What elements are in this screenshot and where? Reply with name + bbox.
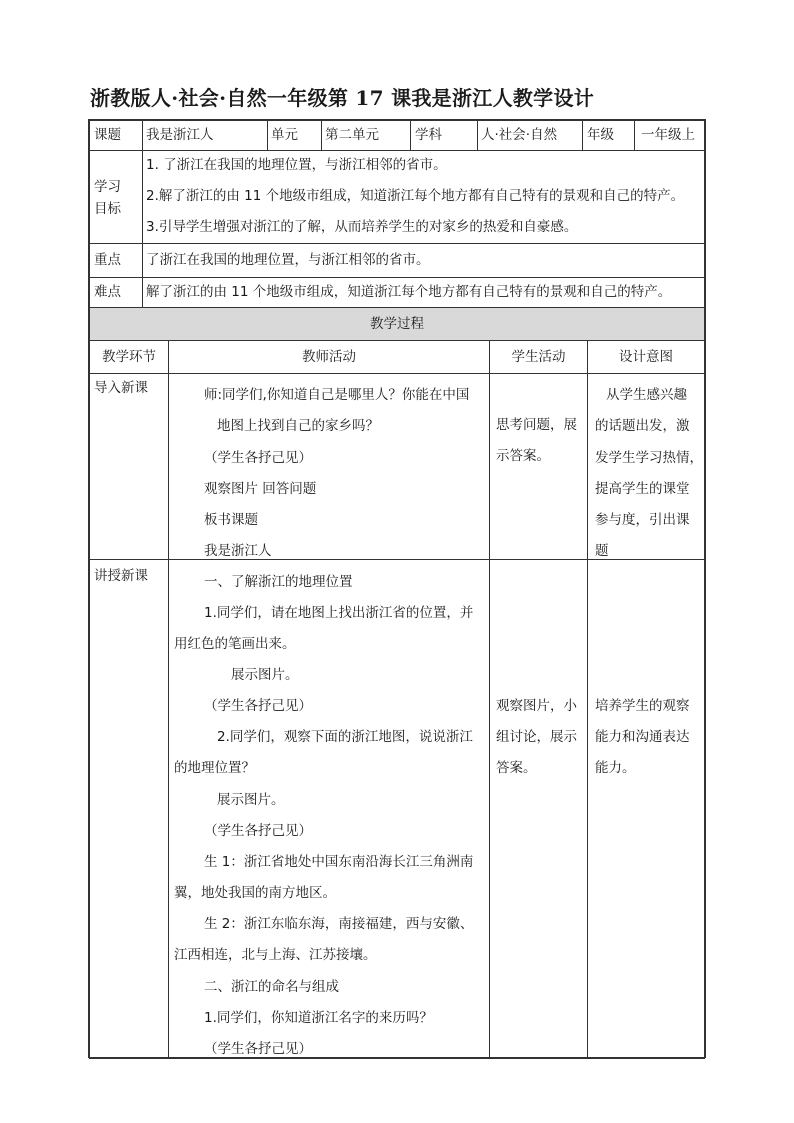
cell-text-line: 师:同学们,你知道自己是哪里人？你能在中国 <box>204 387 470 403</box>
grade-value: 一年级上 <box>641 127 695 143</box>
cell-text-line: 思考问题，展 <box>496 417 577 433</box>
grade-label: 年级 <box>587 127 614 143</box>
goal-item: 1. 了浙江在我国的地理位置，与浙江相邻的省市。 <box>146 157 447 173</box>
cell-text-line: 翼，地处我国的南方地区。 <box>174 885 336 901</box>
cell-text-line: 题 <box>595 543 609 559</box>
cell-text-line: 组讨论，展示 <box>496 729 577 745</box>
cell-text-line: 生 2：浙江东临东海，南接福建，西与安徽、 <box>204 916 474 932</box>
col-stage: 教学环节 <box>102 349 156 365</box>
cell-text-line: 江西相连，北与上海、江苏接壤。 <box>174 947 377 963</box>
cell-text-line: 能力和沟通表达 <box>595 729 690 745</box>
goal-item: 3.引导学生增强对浙江的了解，从而培养学生的对家乡的热爱和自豪感。 <box>146 219 578 235</box>
topic-value: 我是浙江人 <box>146 127 214 143</box>
topic-label: 课题 <box>94 127 121 143</box>
cell-text-line: 展示图片。 <box>231 667 299 683</box>
cell-text-line: （学生各抒己见） <box>204 823 312 839</box>
cell-intro-student <box>489 373 588 560</box>
stage-label: 讲授新课 <box>94 568 148 584</box>
cell-text-line: 参与度，引出课 <box>595 512 690 528</box>
cell-text-line: 一、了解浙江的地理位置 <box>204 574 353 590</box>
stage-label: 导入新课 <box>94 380 148 396</box>
cell-teach-intent <box>587 559 705 1059</box>
cell-text-line: 用红色的笔画出来。 <box>174 636 296 652</box>
cell-text-line: （学生各抒己见） <box>204 698 312 714</box>
cell-text-line: 提高学生的课堂 <box>595 481 690 497</box>
cell-text-line: 观察图片 回答问题 <box>204 481 317 497</box>
cell-text-line: 地图上找到自己的家乡吗？ <box>217 418 379 434</box>
cell-text-line: 1.同学们，请在地图上找出浙江省的位置，并 <box>204 605 474 621</box>
col-intent: 设计意图 <box>619 349 673 365</box>
cell-text-line: 观察图片，小 <box>496 698 577 714</box>
cell-text-line: 2.同学们，观察下面的浙江地图，说说浙江 <box>217 729 473 745</box>
col-student: 学生活动 <box>511 349 566 365</box>
cell-intro-stage <box>89 373 169 560</box>
difficulty-text: 解了浙江的由 11 个地级市组成，知道浙江每个地方都有自己特有的景观和自己的特产。 <box>146 284 672 300</box>
unit-value: 第二单元 <box>325 127 379 143</box>
key-point-label: 重点 <box>94 252 121 268</box>
cell-text-line: 1.同学们，你知道浙江名字的来历吗？ <box>204 1010 433 1026</box>
cell-text-line: 二、浙江的命名与组成 <box>204 979 339 995</box>
process-header: 教学过程 <box>370 316 424 332</box>
cell-teach-stage <box>89 559 169 1059</box>
cell-text-line: 生 1：浙江省地处中国东南沿海长江三角洲南 <box>204 854 474 870</box>
cell-text-line: 的话题出发，激 <box>595 418 690 434</box>
cell-text-line: 示答案。 <box>496 448 550 464</box>
unit-label: 单元 <box>271 127 298 143</box>
cell-text-line: （学生各抒己见） <box>204 450 312 466</box>
cell-text-line: 从学生感兴趣 <box>606 387 687 403</box>
cell-text-line: 能力。 <box>595 760 636 776</box>
cell-text-line: 答案。 <box>496 760 537 776</box>
subject-label: 学科 <box>415 127 442 143</box>
cell-text-line: 培养学生的观察 <box>595 698 690 714</box>
cell-text-line: 展示图片。 <box>217 792 285 808</box>
subject-value: 人·社会·自然 <box>481 127 558 143</box>
lesson-plan-table <box>88 119 706 1058</box>
cell-text-line: 发学生学习热情， <box>595 450 703 466</box>
cell-text-line: 的地理位置？ <box>174 760 255 776</box>
document-title: 浙教版人·社会·自然一年级第 17 课我是浙江人教学设计 <box>90 86 595 110</box>
cell-teach-student <box>489 559 588 1059</box>
cell-text-line: 我是浙江人 <box>204 543 272 559</box>
goals-label: 学习目标 <box>94 179 121 217</box>
key-point-text: 了浙江在我国的地理位置，与浙江相邻的省市。 <box>146 252 430 268</box>
goal-item: 2.解了浙江的由 11 个地级市组成，知道浙江每个地方都有自己特有的景观和自己的特产。 <box>146 188 685 204</box>
col-teacher: 教师活动 <box>302 349 356 365</box>
cell-text-line: （学生各抒己见） <box>204 1041 312 1057</box>
cell-text-line: 板书课题 <box>204 512 258 528</box>
difficulty-label: 难点 <box>94 284 121 300</box>
